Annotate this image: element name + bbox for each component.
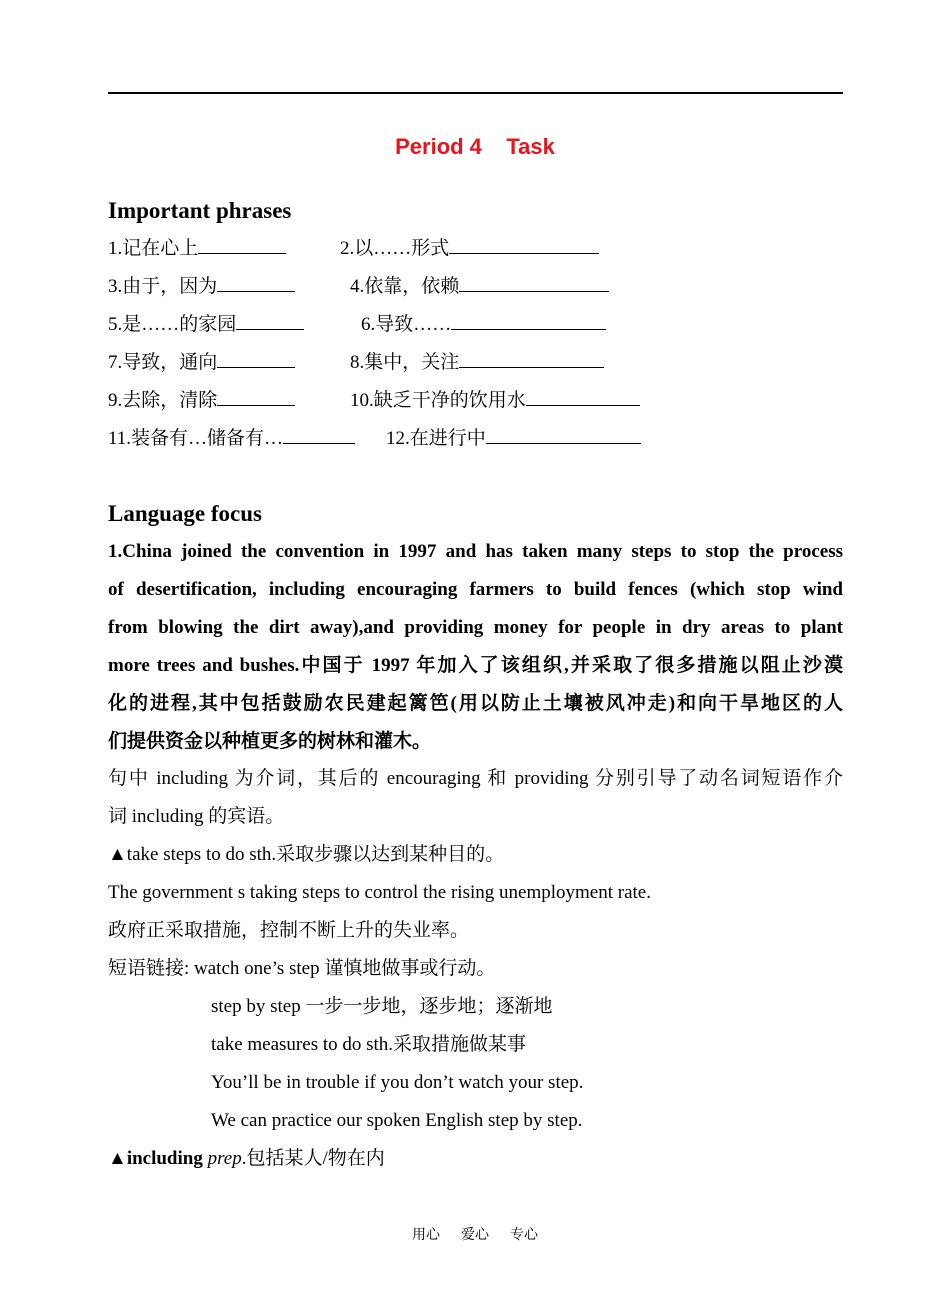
phrase-link-label: 短语链接: watch one’s step 谨慎地做事或行动。	[108, 958, 496, 979]
answer-blank[interactable]	[526, 387, 640, 406]
phrase-row	[108, 311, 304, 338]
focus-1-line: 1.China joined the convention in 1997 and has taken many steps to stop the process	[108, 541, 843, 562]
part-of-speech: prep	[207, 1148, 242, 1169]
section-heading-phrases: Important phrases	[108, 198, 292, 223]
answer-blank[interactable]	[198, 235, 286, 254]
page-footer: 用心 爱心 专心	[412, 1228, 538, 1243]
header-rule	[108, 92, 843, 94]
grammar-note-line: 句中 including 为介词，其后的 encouraging 和 providing 分别引导了动名词短语作介	[108, 768, 843, 789]
phrase-12: 12.在进行中	[386, 428, 486, 449]
answer-blank[interactable]	[217, 273, 295, 292]
phrase-link-item: take measures to do sth.采取措施做某事	[211, 1034, 527, 1055]
section-heading-language-focus: Language focus	[108, 501, 262, 526]
phrase-2: 2.以……形式	[340, 238, 450, 259]
focus-1-line: more trees and bushes.中国于 1997 年加入了该组织,并采取了很多措施以阻止沙漠	[108, 655, 843, 676]
phrase-5: 5.是……的家园	[108, 314, 237, 335]
example-chinese: 政府正采取措施，控制不断上升的失业率。	[108, 920, 470, 941]
answer-blank[interactable]	[283, 425, 355, 444]
entry-word: including	[126, 1148, 203, 1169]
phrase-7: 7.导致，通向	[108, 352, 218, 373]
phrase-row	[386, 425, 641, 452]
example-english: The government s taking steps to control the rising unemployment rate.	[108, 882, 651, 903]
grammar-note-line: 词 including 的宾语。	[108, 806, 285, 827]
phrase-link-item: We can practice our spoken English step by step.	[211, 1110, 583, 1131]
phrase-11: 11.装备有…储备有…	[108, 428, 284, 449]
answer-blank[interactable]	[217, 349, 295, 368]
answer-blank[interactable]	[217, 387, 295, 406]
focus-1-line: 化的进程,其中包括鼓励农民建起篱笆(用以防止土壤被风冲走)和向干旱地区的人	[108, 693, 843, 714]
focus-1-line: from blowing the dirt away),and providing money for people in dry areas to plant	[108, 617, 843, 638]
triangle-marker-icon: ▲	[108, 1148, 127, 1169]
phrase-link-item: You’ll be in trouble if you don’t watch your step.	[211, 1072, 584, 1093]
phrase-row	[108, 425, 355, 452]
phrase-9: 9.去除，清除	[108, 390, 218, 411]
phrase-row	[350, 387, 640, 414]
phrase-8: 8.集中，关注	[350, 352, 460, 373]
answer-blank[interactable]	[459, 273, 609, 292]
including-entry	[108, 1140, 843, 1178]
focus-1-line: of desertification, including encouraging farmers to build fences (which stop wind	[108, 579, 843, 600]
phrase-row	[350, 273, 609, 300]
phrase-6: 6.导致……	[361, 314, 452, 335]
phrase-3: 3.由于，因为	[108, 276, 218, 297]
phrase-row	[350, 349, 604, 376]
entry-meaning: .包括某人/物在内	[241, 1148, 385, 1169]
answer-blank[interactable]	[449, 235, 599, 254]
focus-1-line: 们提供资金以种植更多的树林和灌木。	[108, 731, 432, 752]
answer-blank[interactable]	[459, 349, 604, 368]
answer-blank[interactable]	[486, 425, 641, 444]
phrase-row	[340, 235, 599, 262]
phrase-row	[108, 387, 295, 414]
page-title: Period 4 Task	[395, 134, 555, 159]
phrase-row	[108, 349, 295, 376]
phrase-row	[108, 273, 295, 300]
phrase-10: 10.缺乏干净的饮用水	[350, 390, 526, 411]
answer-blank[interactable]	[451, 311, 606, 330]
phrase-link-item: step by step 一步一步地，逐步地；逐渐地	[211, 996, 553, 1017]
take-steps-entry: ▲take steps to do sth.采取步骤以达到某种目的。	[108, 844, 505, 865]
phrase-1: 1.记在心上	[108, 238, 199, 259]
phrase-row	[108, 235, 286, 262]
phrase-row	[361, 311, 606, 338]
phrase-4: 4.依靠，依赖	[350, 276, 460, 297]
answer-blank[interactable]	[236, 311, 304, 330]
